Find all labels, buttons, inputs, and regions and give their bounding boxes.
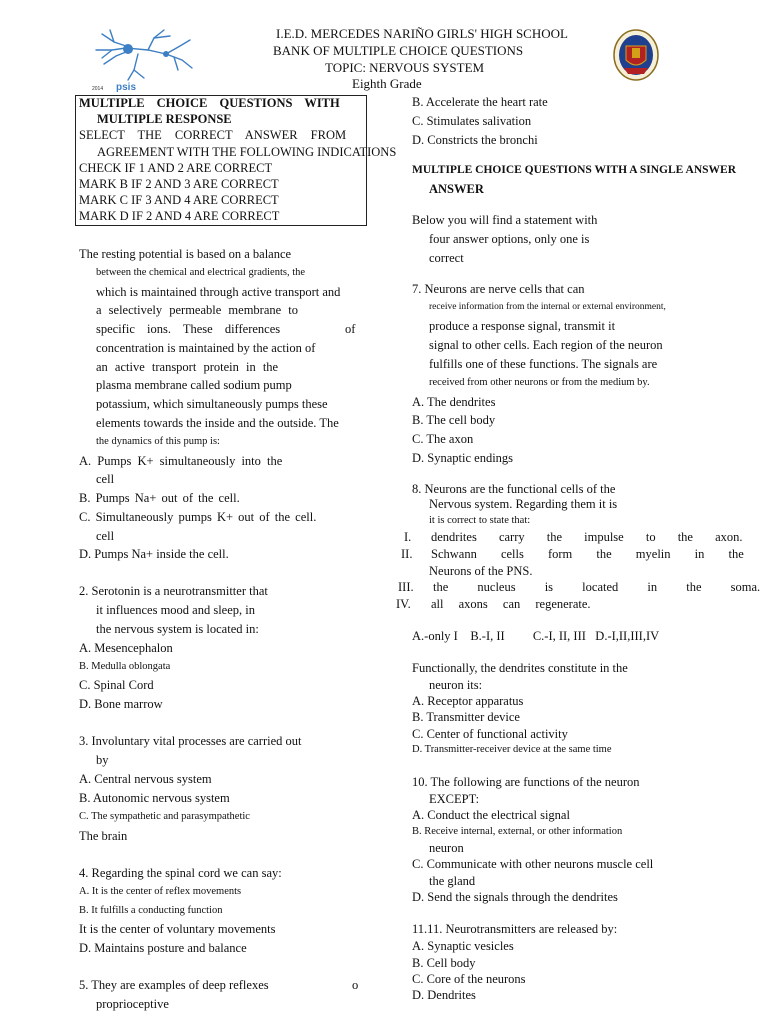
q8-line: 8. Neurons are the functional cells of the — [412, 482, 616, 496]
q8-item-number: II. — [401, 547, 413, 561]
q9-option: C. Center of functional activity — [412, 727, 568, 741]
q10-option: A. Conduct the electrical signal — [412, 808, 570, 822]
intro-line: correct — [429, 251, 464, 265]
q4-option: It is the center of voluntary movements — [79, 922, 276, 936]
q4-option: D. Maintains posture and balance — [79, 941, 247, 955]
q2-option: A. Mesencephalon — [79, 641, 173, 655]
q8-item-text: Neurons of the PNS. — [429, 564, 533, 578]
q8-item-number: IV. — [396, 597, 411, 611]
q8-item-text: the nucleus is located in the soma. — [433, 580, 761, 594]
q2-option: D. Bone marrow — [79, 697, 163, 711]
q1-option: A. Pumps K+ simultaneously into the — [79, 454, 283, 468]
q10-option: D. Send the signals through the dendrites — [412, 890, 618, 904]
q7-line: receive information from the internal or external environment, — [429, 302, 666, 312]
intro-line: four answer options, only one is — [429, 232, 590, 246]
q7-line: 7. Neurons are nerve cells that can — [412, 282, 585, 296]
q1-option: C. Simultaneously pumps K+ out of the cell. — [79, 510, 317, 524]
q8-line: it is correct to state that: — [429, 515, 531, 526]
q1-line: The resting potential is based on a balance — [79, 247, 292, 261]
q1-line: a selectively permeable membrane to — [96, 303, 299, 317]
q6-option: B. Accelerate the heart rate — [412, 95, 548, 109]
q3-option: A. Central nervous system — [79, 772, 212, 786]
q1-line: the dynamics of this pump is: — [96, 436, 220, 447]
logo-text: psis — [116, 82, 137, 92]
q3-option: The brain — [79, 829, 128, 843]
section-heading-2: ANSWER — [429, 182, 484, 196]
q7-option: A. The dendrites — [412, 395, 496, 409]
q1-line: specific ions. These differences — [96, 322, 281, 336]
school-seal-icon — [612, 28, 660, 82]
grade-label: Eighth Grade — [352, 76, 422, 91]
q1-line: potassium, which simultaneously pumps these — [96, 397, 328, 411]
box-line-8: MARK D IF 2 AND 4 ARE CORRECT — [79, 209, 280, 223]
q8-line: Nervous system. Regarding them it is — [429, 497, 618, 511]
q10-option: B. Receive internal, external, or other information — [412, 826, 623, 837]
q7-option: D. Synaptic endings — [412, 451, 514, 465]
q7-line: produce a response signal, transmit it — [429, 319, 616, 333]
q1-line: an active transport protein in the — [96, 360, 279, 374]
q9-line: Functionally, the dendrites constitute in the — [412, 661, 628, 675]
box-line-7: MARK C IF 3 AND 4 ARE CORRECT — [79, 193, 279, 207]
q11-line: 11.11. Neurotransmitters are released by: — [412, 922, 618, 936]
q1-option: cell — [96, 529, 115, 543]
q1-line: elements towards the inside and the outside. The — [96, 416, 339, 430]
q9-line: neuron its: — [429, 678, 483, 692]
q2-option: B. Medulla oblongata — [79, 661, 171, 672]
q10-option: C. Communicate with other neurons muscle cell — [412, 857, 654, 871]
q11-option: C. Core of the neurons — [412, 972, 526, 986]
q1-line: plasma membrane called sodium pump — [96, 378, 292, 392]
q5-line: proprioceptive — [96, 997, 169, 1011]
box-line-5: CHECK IF 1 AND 2 ARE CORRECT — [79, 161, 273, 175]
q7-option: C. The axon — [412, 432, 474, 446]
q7-option: B. The cell body — [412, 413, 496, 427]
q7-line: fulfills one of these functions. The signals are — [429, 357, 658, 371]
q9-option: D. Transmitter-receiver device at the same time — [412, 744, 612, 755]
q10-option: neuron — [429, 841, 464, 855]
q1-line: of — [345, 322, 356, 336]
logo-small-text: 2014 — [92, 86, 104, 92]
q3-line: 3. Involuntary vital processes are carried out — [79, 734, 302, 748]
q9-option: B. Transmitter device — [412, 710, 520, 724]
section-heading-1: MULTIPLE CHOICE QUESTIONS WITH A SINGLE ANSWER — [412, 164, 737, 176]
q2-line: it influences mood and sleep, in — [96, 603, 255, 617]
q2-line: the nervous system is located in: — [96, 622, 259, 636]
school-logo-neuron — [88, 20, 196, 92]
q10-option: the gland — [429, 874, 476, 888]
q9-option: A. Receptor apparatus — [412, 694, 524, 708]
q3-option: B. Autonomic nervous system — [79, 791, 230, 805]
q8-item-text: all axons can regenerate. — [431, 597, 591, 611]
topic-title: TOPIC: NERVOUS SYSTEM — [325, 60, 485, 75]
intro-line: Below you will find a statement with — [412, 213, 598, 227]
q4-line: 4. Regarding the spinal cord we can say: — [79, 866, 282, 880]
q7-line: received from other neurons or from the medium by. — [429, 377, 650, 388]
q4-option: B. It fulfills a conducting function — [79, 905, 223, 916]
q4-option: A. It is the center of reflex movements — [79, 886, 242, 897]
box-heading-1: MULTIPLE CHOICE QUESTIONS WITH — [79, 96, 340, 110]
q5-line: o — [352, 978, 359, 992]
q6-option: D. Constricts the bronchi — [412, 133, 538, 147]
q1-option: D. Pumps Na+ inside the cell. — [79, 547, 229, 561]
q2-option: C. Spinal Cord — [79, 678, 154, 692]
q10-line: 10. The following are functions of the neuron — [412, 775, 640, 789]
box-line-6: MARK B IF 2 AND 3 ARE CORRECT — [79, 177, 279, 191]
q8-item-number: I. — [404, 530, 412, 544]
q8-item-number: III. — [398, 580, 414, 594]
box-line-4: AGREEMENT WITH THE FOLLOWING INDICATIONS — [97, 145, 397, 159]
q2-line: 2. Serotonin is a neurotransmitter that — [79, 584, 268, 598]
school-name: I.E.D. MERCEDES NARIÑO GIRLS' HIGH SCHOOL — [276, 26, 568, 41]
q10-line: EXCEPT: — [429, 792, 480, 806]
box-heading-2: MULTIPLE RESPONSE — [97, 112, 232, 126]
q3-option: C. The sympathetic and parasympathetic — [79, 811, 250, 822]
q7-line: signal to other cells. Each region of the neuron — [429, 338, 663, 352]
q1-line: between the chemical and electrical gradients, the — [96, 267, 306, 278]
q11-option: A. Synaptic vesicles — [412, 939, 514, 953]
q1-option: cell — [96, 472, 115, 486]
q8-item-text: Schwann cells form the myelin in the — [431, 547, 744, 561]
bank-title: BANK OF MULTIPLE CHOICE QUESTIONS — [273, 43, 524, 58]
q11-option: B. Cell body — [412, 956, 476, 970]
q1-option: B. Pumps Na+ out of the cell. — [79, 491, 240, 505]
q3-line: by — [96, 753, 109, 767]
q1-line: concentration is maintained by the action of — [96, 341, 316, 355]
q8-answers: A.-only I B.-I, II C.-I, II, III D.-I,II,III,IV — [412, 629, 660, 643]
q6-option: C. Stimulates salivation — [412, 114, 532, 128]
q1-line: which is maintained through active transport and — [96, 285, 341, 299]
q11-option: D. Dendrites — [412, 988, 476, 1002]
q5-line: 5. They are examples of deep reflexes — [79, 978, 269, 992]
q8-item-text: dendrites carry the impulse to the axon. — [431, 530, 743, 544]
box-line-3: SELECT THE CORRECT ANSWER FROM — [79, 128, 347, 142]
